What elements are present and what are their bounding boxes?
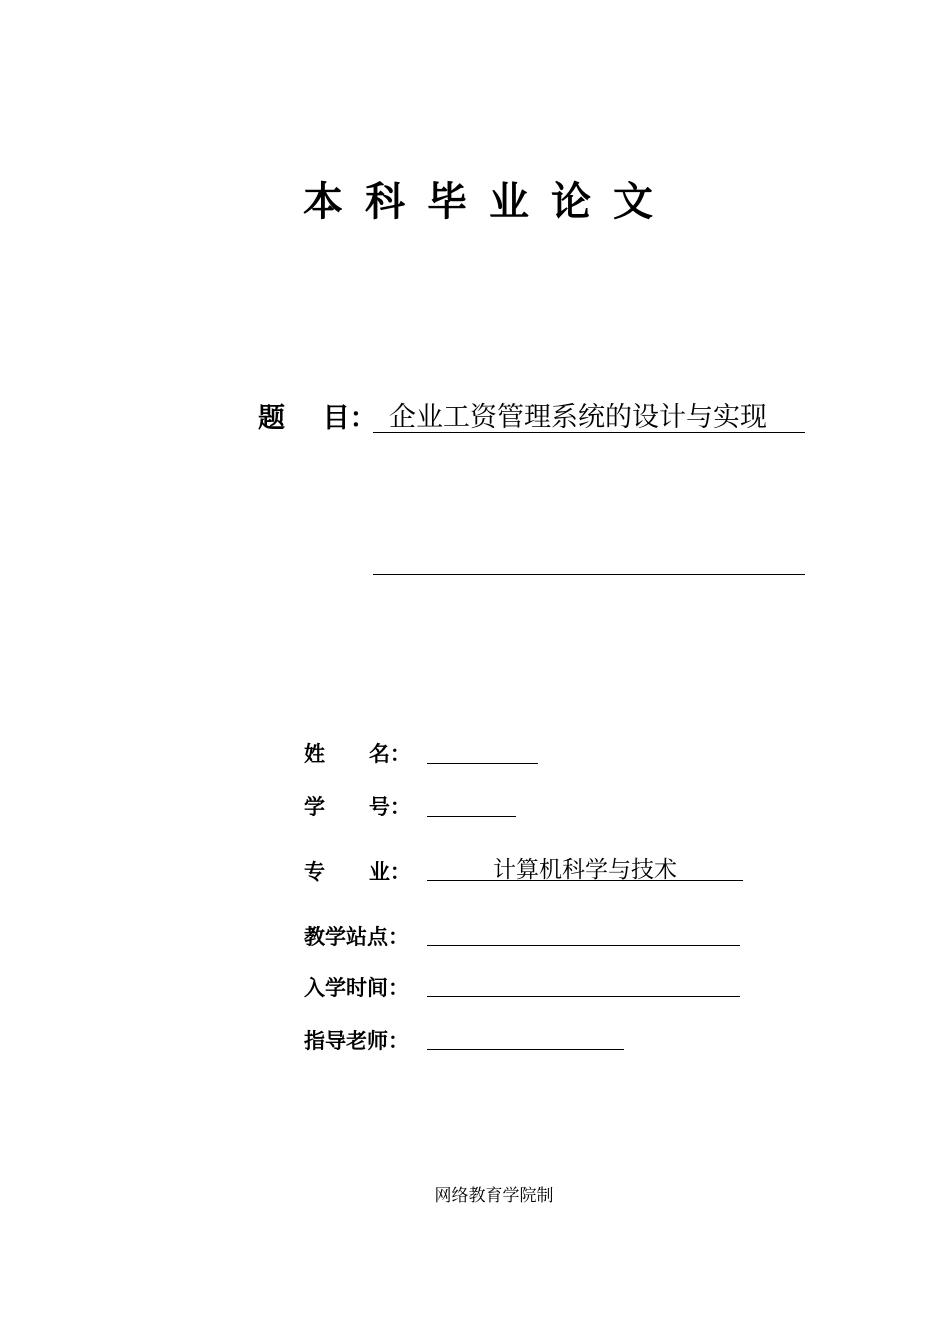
major-label: 专 业： xyxy=(304,860,411,884)
topic-value: 企业工资管理系统的设计与实现 xyxy=(389,402,767,433)
teaching-site-label: 教学站点： xyxy=(304,925,409,949)
student-id-underline xyxy=(427,816,516,817)
document-title: 本科毕业论文 xyxy=(303,179,675,225)
topic-underline-2 xyxy=(373,574,805,575)
enrollment-time-underline xyxy=(427,996,740,997)
teaching-site-underline xyxy=(427,945,740,946)
topic-underline-1 xyxy=(373,432,805,433)
student-id-label: 学 号： xyxy=(304,795,411,819)
footer-institution: 网络教育学院制 xyxy=(434,1186,554,1206)
advisor-underline xyxy=(427,1049,624,1050)
name-label: 姓 名： xyxy=(304,742,411,766)
name-underline xyxy=(427,763,538,764)
advisor-label: 指导老师： xyxy=(304,1029,409,1053)
major-value: 计算机科学与技术 xyxy=(493,857,677,883)
major-underline xyxy=(427,880,743,881)
enrollment-time-label: 入学时间： xyxy=(304,976,409,1000)
topic-label: 题 目： xyxy=(258,403,377,434)
